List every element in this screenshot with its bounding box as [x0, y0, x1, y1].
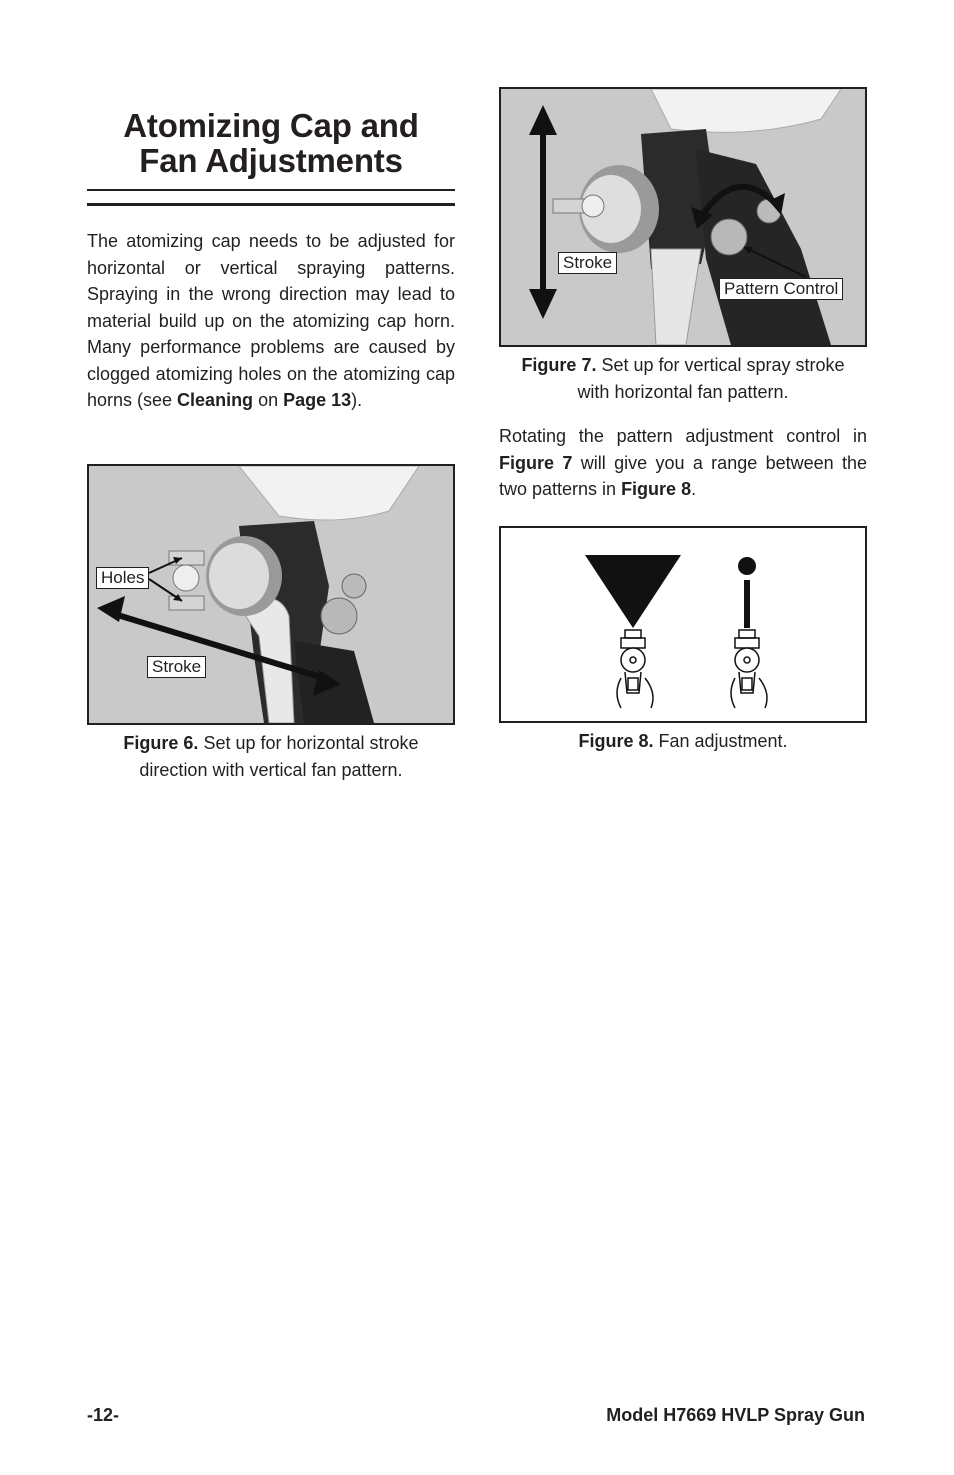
- page-13-reference: Page 13: [283, 390, 352, 410]
- section-title: [87, 108, 455, 178]
- figure-8-caption: [499, 728, 867, 755]
- footer-model: Model H7669 HVLP Spray Gun: [606, 1405, 865, 1425]
- spray-gun-vertical-illustration: [501, 89, 865, 345]
- title-rule-bottom: [87, 203, 455, 206]
- figure-6-caption-line-2: direction with vertical fan pattern.: [139, 759, 403, 780]
- figure-8-caption-text: Fan adjustment.: [653, 731, 788, 751]
- stroke-label-figure-6: Stroke: [147, 656, 206, 678]
- figure-8-diagram: [499, 526, 867, 723]
- intro-text: The atomizing cap needs to be adjusted for horizontal or vertical spraying patterns. Spraying in the wrong direction may lead to material build up on the atomizing cap horn. Many performance problems are caused by clogged atomizing holes on the atomizing cap horns (see: [87, 231, 455, 410]
- intro-paragraph: [87, 228, 455, 414]
- fan-pattern-diagram: [501, 528, 865, 721]
- figure-7-reference: Figure 7: [499, 452, 573, 473]
- rotating-text-1: Rotating the pattern adjustment control in: [499, 426, 867, 446]
- rotating-paragraph: [499, 423, 867, 503]
- figure-7-caption-line-1: Set up for vertical spray stroke: [596, 355, 845, 375]
- rotating-text-3: .: [691, 479, 697, 499]
- figure-8-reference: Figure 8: [621, 479, 692, 499]
- figure-7-caption-line-2: with horizontal fan pattern.: [577, 381, 789, 402]
- figure-7-caption: [499, 352, 867, 405]
- figure-8-caption-label: Figure 8.: [578, 731, 654, 751]
- section-title-line-2: Fan Adjustments: [139, 142, 403, 179]
- cleaning-reference: Cleaning: [177, 390, 254, 410]
- narrow-fan-dot: [738, 557, 756, 575]
- wide-fan-triangle: [585, 555, 681, 628]
- stroke-label-figure-7: Stroke: [558, 252, 617, 274]
- section-title-line-1: Atomizing Cap and: [123, 107, 419, 144]
- spray-gun-horizontal-illustration: [89, 466, 453, 723]
- page-number: -12-: [87, 1405, 120, 1425]
- figure-6-photo: [87, 464, 455, 725]
- figure-7-photo: [499, 87, 867, 347]
- narrow-fan-line: [744, 580, 750, 628]
- holes-label: Holes: [96, 567, 149, 589]
- pattern-control-label: Pattern Control: [719, 278, 843, 300]
- intro-end-text: ).: [351, 390, 363, 410]
- rotating-text-2: will give you a range between the two patterns in: [499, 452, 868, 499]
- figure-7-caption-label: Figure 7.: [521, 355, 597, 375]
- spray-gun-front-right: [731, 630, 767, 708]
- figure-6-caption-line-1: Set up for horizontal stroke: [198, 733, 419, 753]
- figure-6-caption-label: Figure 6.: [123, 733, 199, 753]
- title-rule-top: [87, 189, 455, 191]
- figure-6-caption: [87, 730, 455, 783]
- spray-gun-front-left: [617, 630, 653, 708]
- intro-mid-text: on: [253, 390, 284, 410]
